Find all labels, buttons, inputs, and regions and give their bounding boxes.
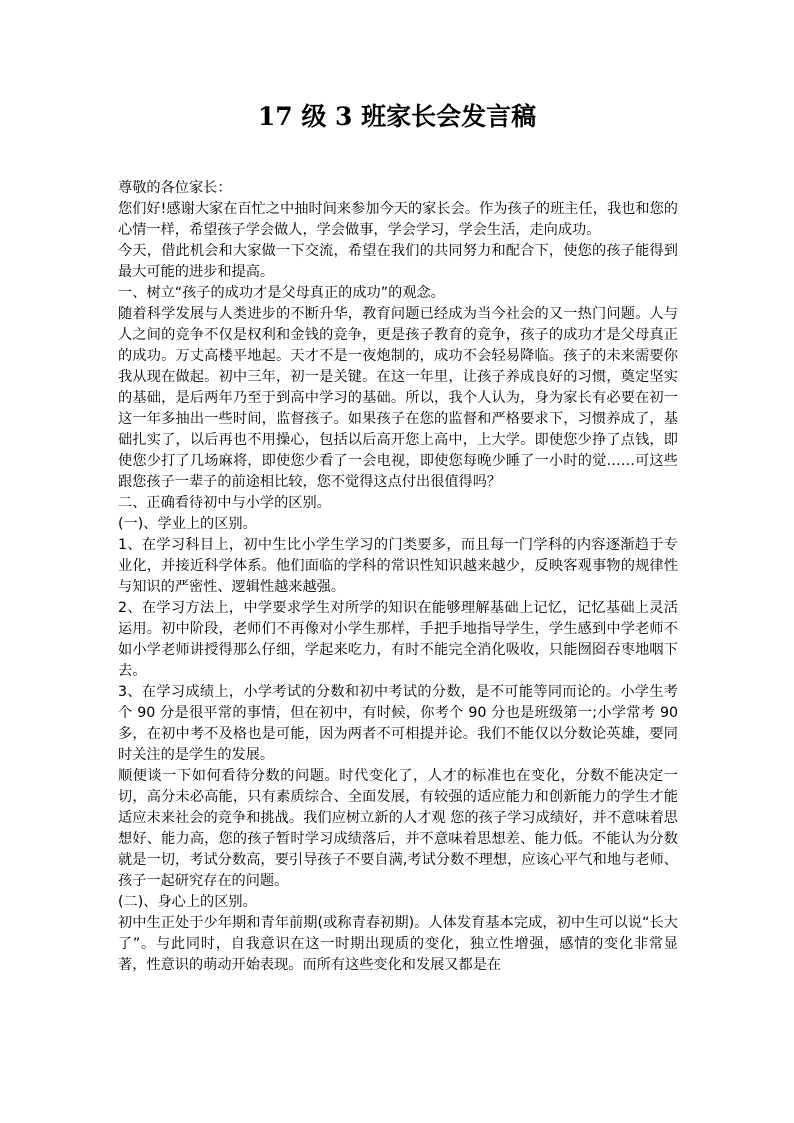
document-title: 17 级 3 班家长会发言稿	[257, 102, 537, 131]
subsection-heading-physical: (二)、身心上的区别。	[118, 894, 257, 910]
document-body	[118, 178, 678, 976]
paragraph-scores: 顺便谈一下如何看待分数的问题。时代变化了，人才的标准也在变化，分数不能决定一切，高分未必高能，只有素质综合、全面发展，有较强的适应能力和创新能力的学生才能适应未来社会的竞争和挑战。我们应树立新的人才观 您的孩子学习成绩好，并不意味着思想好、能力高，您的孩子暂时学习成绩落后，并不意味着思想差、能力低。不能认为分数就是一切，考试分数高，要引导孩子不要自满,考试分数不理想，应该心平气和地与老师、孩子一起研究存在的问题。	[118, 768, 678, 889]
subsection-heading-academic: (一)、学业上的区别。	[118, 516, 257, 532]
paragraph-point-1: 1、在学习科目上，初中生比小学生学习的门类要多，而且每一门学科的内容逐渐趋于专业化，并接近科学体系。他们面临的学科的常识性知识越来越少，反映客观事物的规律性与知识的严密性、逻辑性越来越强。	[118, 537, 678, 595]
paragraph-point-2: 2、在学习方法上，中学要求学生对所学的知识在能够理解基础上记忆，记忆基础上灵活运用。初中阶段，老师们不再像对小学生那样，手把手地指导学生，学生感到中学老师不如小学老师讲授得那么仔细，学起来吃力，有时不能完全消化吸收，只能囫囵吞枣地咽下去。	[118, 600, 678, 679]
paragraph-adolescence: 初中生正处于少年期和青年前期(或称青春初期)。人体发育基本完成，初中生可以说“长大了”。与此同时，自我意识在这一时期出现质的变化，独立性增强，感情的变化非常显著，性意识的萌动开始表现。而所有这些变化和发展又都是在	[118, 915, 678, 973]
paragraph-point-3: 3、在学习成绩上，小学考试的分数和初中考试的分数，是不可能等同而论的。小学生考个 90 分是很平常的事情，但在初中，有时候，你考个 90 分也是班级第一;小学常考 90 多，在初中考不及格也是可能，因为两者不可相提并论。我们不能仅以分数论英雄，要同时关注的是学生的发展。	[118, 684, 678, 763]
paragraph-intro: 您们好!感谢大家在百忙之中抽时间来参加今天的家长会。作为孩子的班主任，我也和您的心情一样，希望孩子学会做人，学会做事，学会学习，学会生活，走向成功。	[118, 201, 678, 238]
paragraph-exchange: 今天，借此机会和大家做一下交流，希望在我们的共同努力和配合下，使您的孩子能得到最大可能的进步和提高。	[118, 243, 678, 280]
paragraph-success: 随着科学发展与人类进步的不断升华，教育问题已经成为当今社会的又一热门问题。人与人之间的竞争不仅是权利和金钱的竞争，更是孩子教育的竞争，孩子的成功才是父母真正的成功。万丈高楼平地起。天才不是一夜炮制的，成功不会轻易降临。孩子的未来需要你我从现在做起。初中三年，初一是关键。在这一年里，让孩子养成良好的习惯，奠定坚实的基础，是后两年乃至于到高中学习的基础。所以，我个人认为，身为家长有必要在初一这一年多抽出一些时间，监督孩子。如果孩子在您的监督和严格要求下，习惯养成了，基础扎实了，以后再也不用操心，包括以后高开您上高中，上大学。即使您少挣了点钱，即使您少打了几场麻将，即使您少看了一会电视，即使您每晚少睡了一小时的觉……可这些跟您孩子一辈子的前途相比较，您不觉得这点付出很值得吗？	[118, 306, 678, 490]
section-heading-1: 一、树立“孩子的成功才是父母真正的成功”的观念。	[118, 285, 445, 301]
paragraph-greeting: 尊敬的各位家长：	[118, 180, 232, 196]
section-heading-2: 二、正确看待初中与小学的区别。	[118, 495, 331, 511]
